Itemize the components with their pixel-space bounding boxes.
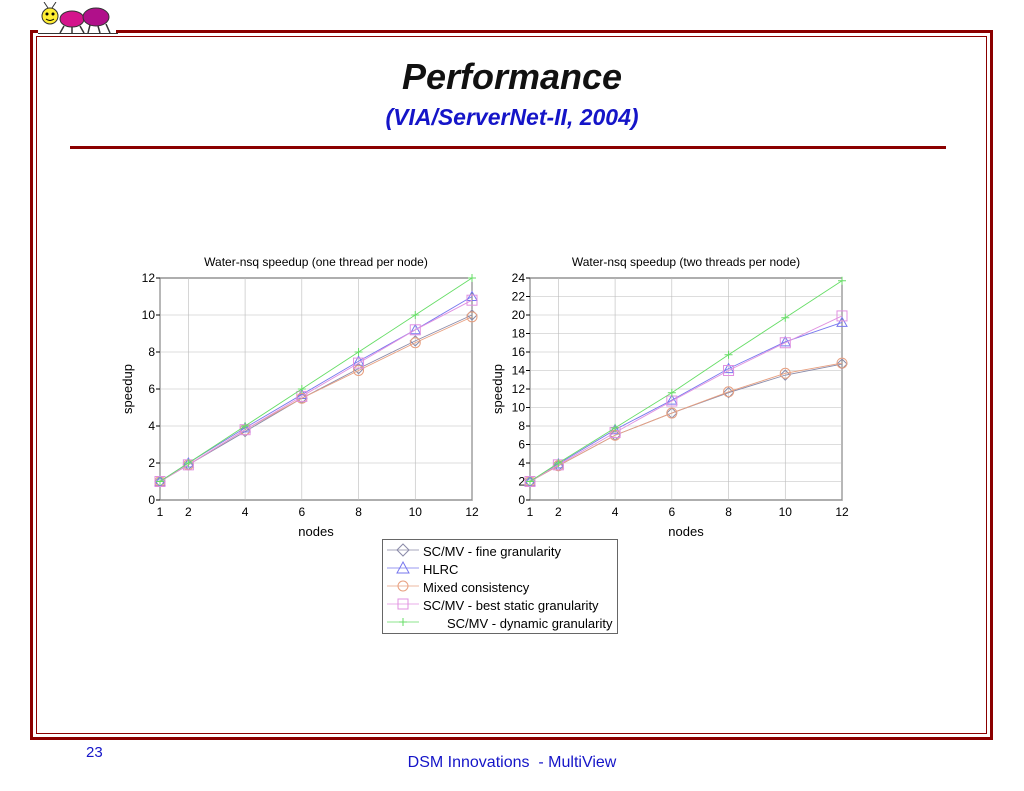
y-tick-label: 4 bbox=[518, 456, 525, 470]
legend-label: SC/MV - best static granularity bbox=[423, 598, 599, 613]
legend-label: SC/MV - fine granularity bbox=[423, 544, 561, 559]
slide-subtitle: (VIA/ServerNet-II, 2004) bbox=[385, 104, 639, 130]
y-tick-label: 4 bbox=[148, 419, 155, 433]
y-tick-label: 22 bbox=[511, 289, 525, 304]
x-tick-label: 1 bbox=[156, 505, 164, 519]
slide-title: Performance bbox=[401, 56, 623, 97]
triangle-marker-icon bbox=[385, 560, 421, 576]
y-tick-label: 24 bbox=[511, 271, 525, 285]
ant-logo-icon bbox=[38, 2, 118, 34]
y-tick-label: 18 bbox=[511, 326, 525, 341]
x-tick-label: 12 bbox=[835, 505, 849, 519]
x-tick-label: 2 bbox=[185, 505, 192, 519]
x-axis-label: nodes bbox=[668, 524, 704, 539]
legend-label: SC/MV - dynamic granularity bbox=[447, 616, 613, 631]
y-tick-label: 6 bbox=[148, 382, 155, 396]
y-tick-label: 12 bbox=[511, 382, 525, 396]
y-tick-label: 2 bbox=[518, 474, 525, 489]
y-tick-label: 0 bbox=[518, 493, 525, 507]
page-number: 23 bbox=[86, 744, 103, 761]
legend-item bbox=[383, 542, 617, 560]
x-tick-label: 8 bbox=[355, 505, 362, 519]
y-tick-label: 8 bbox=[148, 345, 155, 359]
y-tick-label: 12 bbox=[141, 271, 155, 285]
legend-label: HLRC bbox=[423, 562, 459, 577]
chart-two-threads bbox=[470, 248, 860, 548]
x-tick-label: 1 bbox=[526, 505, 534, 519]
diamond-marker-icon bbox=[385, 542, 421, 558]
y-tick-label: 2 bbox=[148, 456, 155, 470]
footer-text: DSM Innovations - MultiView bbox=[407, 754, 617, 771]
title-divider bbox=[70, 146, 946, 149]
x-tick-label: 6 bbox=[298, 505, 306, 519]
y-tick-label: 6 bbox=[518, 437, 525, 452]
x-tick-label: 10 bbox=[408, 505, 422, 519]
chart-legend bbox=[382, 539, 618, 634]
y-axis-label: speedup bbox=[490, 364, 505, 414]
legend-item bbox=[383, 614, 617, 632]
x-tick-label: 6 bbox=[668, 505, 676, 519]
x-tick-label: 2 bbox=[555, 505, 562, 519]
x-tick-label: 4 bbox=[241, 505, 249, 519]
legend-item bbox=[383, 560, 617, 578]
x-axis-label: nodes bbox=[298, 524, 334, 539]
x-tick-label: 10 bbox=[778, 505, 792, 519]
y-tick-label: 8 bbox=[518, 419, 525, 433]
square-marker-icon bbox=[385, 596, 421, 612]
y-tick-label: 0 bbox=[148, 493, 155, 507]
y-tick-label: 14 bbox=[511, 363, 525, 378]
x-tick-label: 12 bbox=[465, 505, 479, 519]
y-tick-label: 10 bbox=[511, 400, 525, 415]
x-tick-label: 4 bbox=[611, 505, 619, 519]
chart-title: Water-nsq speedup (one thread per node) bbox=[204, 255, 428, 269]
y-axis-label: speedup bbox=[120, 364, 135, 414]
legend-item bbox=[383, 578, 617, 596]
legend-item bbox=[383, 596, 617, 614]
legend-label: Mixed consistency bbox=[423, 580, 530, 595]
plus-marker-icon bbox=[385, 614, 421, 630]
circle-marker-icon bbox=[385, 578, 421, 594]
y-tick-label: 16 bbox=[511, 345, 525, 359]
x-tick-label: 8 bbox=[725, 505, 732, 519]
y-tick-label: 10 bbox=[141, 308, 155, 322]
y-tick-label: 20 bbox=[511, 308, 525, 322]
chart-title: Water-nsq speedup (two threads per node) bbox=[571, 255, 801, 269]
chart-one-thread bbox=[100, 248, 490, 548]
